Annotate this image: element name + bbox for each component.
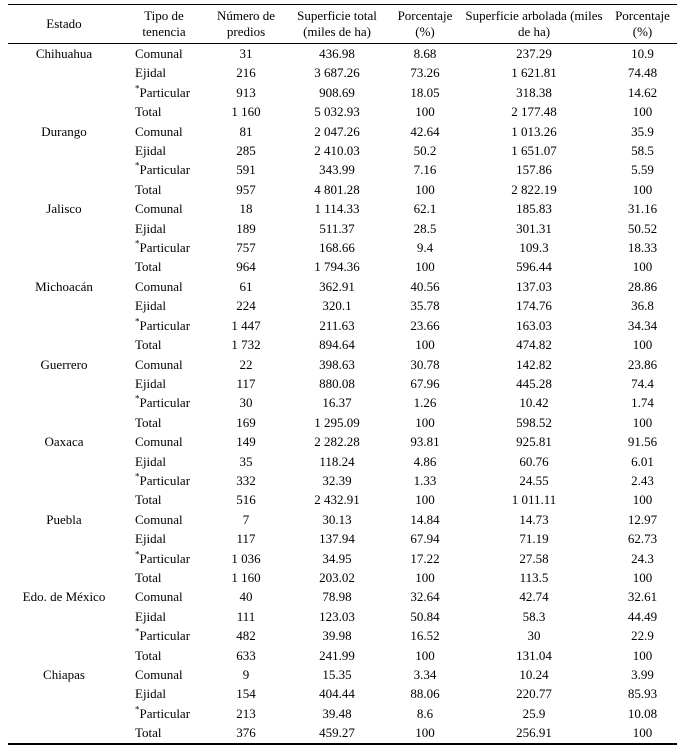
numero-predios-cell: 81 [239,123,253,139]
porcentaje-arbolada-cell: 31.16 [627,201,658,217]
porcentaje-arbolada-cell: 100 [632,181,653,197]
footnote-marker: * [135,161,140,172]
tenencia-cell: *Particular [135,238,191,256]
superficie-arbolada-cell: 185.83 [516,201,552,217]
footnote-marker: * [135,393,140,404]
tenencia-cell: *Particular [135,393,191,411]
tenencia-cell: Total [135,181,162,197]
numero-predios-cell: 957 [236,181,256,197]
porcentaje-arbolada-cell: 10.9 [631,46,654,61]
porcentaje-total-cell: 4.86 [413,453,437,469]
superficie-arbolada-cell: 237.29 [516,46,552,61]
superficie-total-cell: 123.03 [319,608,355,624]
porcentaje-total-cell: 8.6 [416,705,434,721]
table-row [8,432,677,451]
superficie-arbolada-cell: 1 621.81 [511,65,557,81]
porcentaje-arbolada-cell: 44.49 [627,608,658,624]
superficie-total-cell: 404.44 [319,686,355,702]
porcentaje-arbolada-cell: 74.48 [627,65,658,81]
superficie-arbolada-cell: 27.58 [519,550,549,566]
tenencia-cell: Ejidal [135,220,167,236]
superficie-arbolada-cell: 10.24 [519,667,549,682]
superficie-total-cell: 168.66 [319,240,355,256]
tenencia-cell: *Particular [135,626,191,644]
porcentaje-arbolada-cell: 100 [632,414,653,430]
tenencia-cell: Comunal [135,46,183,61]
superficie-arbolada-cell: 220.77 [516,686,552,702]
estado-cell: Chihuahua [35,46,93,61]
porcentaje-arbolada-cell: 100 [632,104,653,120]
estado-cell: Oaxaca [44,434,84,450]
superficie-arbolada-cell: 1 011.11 [511,492,557,508]
porcentaje-total-cell: 100 [415,259,435,275]
porcentaje-arbolada-cell: 28.86 [627,278,658,294]
porcentaje-total-cell: 62.1 [413,201,437,217]
porcentaje-total-cell: 50.84 [410,608,440,624]
footnote-marker: * [135,626,140,637]
estado-cell: Guerrero [40,356,88,372]
footnote-marker: * [135,549,140,560]
superficie-total-cell: 30.13 [322,511,352,527]
porcentaje-total-cell: 40.56 [410,278,440,294]
numero-predios-cell: 35 [239,453,253,469]
numero-predios-cell: 149 [236,434,256,450]
tenure-table [8,4,677,745]
porcentaje-arbolada-cell: 100 [632,492,653,508]
superficie-arbolada-cell: 163.03 [516,317,552,333]
numero-predios-cell: 117 [236,375,256,391]
numero-predios-cell: 913 [236,84,256,100]
tenencia-cell: Total [135,492,162,508]
numero-predios-cell: 31 [239,46,253,61]
table-row [8,199,677,218]
tenencia-cell: Ejidal [135,531,167,547]
porcentaje-total-cell: 1.26 [413,395,437,411]
tenencia-cell: Ejidal [135,686,167,702]
superficie-total-cell: 2 432.91 [314,492,360,508]
porcentaje-arbolada-cell: 1.74 [631,395,654,411]
superficie-arbolada-cell: 137.03 [516,278,552,294]
superficie-arbolada-cell: 142.82 [516,356,552,372]
tenencia-cell: Ejidal [135,453,167,469]
superficie-arbolada-cell: 157.86 [516,162,552,178]
superficie-arbolada-cell: 301.31 [516,220,552,236]
superficie-total-cell: 203.02 [319,569,355,585]
porcentaje-arbolada-cell: 36.8 [631,298,654,314]
porcentaje-total-cell: 14.84 [410,511,440,527]
superficie-arbolada-cell: 60.76 [519,453,549,469]
porcentaje-total-cell: 93.81 [410,434,440,450]
tenencia-cell: Ejidal [135,65,167,81]
numero-predios-cell: 591 [236,162,256,178]
superficie-arbolada-cell: 474.82 [516,337,552,353]
superficie-arbolada-cell: 71.19 [519,531,549,547]
porcentaje-total-cell: 50.2 [413,143,437,159]
superficie-total-cell: 880.08 [319,375,355,391]
table-row [8,587,677,606]
superficie-total-cell: 39.48 [322,705,352,721]
superficie-arbolada-cell: 174.76 [516,298,552,314]
porcentaje-arbolada-cell: 14.62 [627,84,658,100]
tenencia-cell: Ejidal [135,608,167,624]
tenencia-cell: *Particular [135,471,191,488]
numero-predios-cell: 40 [239,589,253,605]
porcentaje-total-cell: 73.26 [410,65,440,81]
estado-cell: Edo. de México [22,589,106,605]
tenencia-cell: Comunal [135,123,183,139]
superficie-arbolada-cell: 25.9 [522,705,546,721]
porcentaje-total-cell: 100 [415,414,435,430]
porcentaje-arbolada-cell: 100 [632,337,653,353]
porcentaje-arbolada-cell: 3.99 [631,667,654,682]
superficie-arbolada-cell: 1 651.07 [511,143,557,159]
col-header-tipo-tenencia: Tipo de tenencia [120,5,208,44]
superficie-total-cell: 908.69 [319,84,355,100]
table-row [8,122,677,141]
tenencia-cell: *Particular [135,704,191,721]
tenencia-cell: Total [135,647,162,663]
porcentaje-total-cell: 8.68 [413,46,437,61]
numero-predios-cell: 1 447 [231,317,261,333]
porcentaje-total-cell: 100 [415,181,435,197]
superficie-total-cell: 436.98 [319,46,355,61]
porcentaje-arbolada-cell: 100 [632,725,653,741]
superficie-arbolada-cell: 24.55 [519,472,549,488]
numero-predios-cell: 61 [239,278,253,294]
tenencia-cell: Comunal [135,356,183,372]
col-header-superficie-total: Superficie total (miles de ha) [284,5,390,44]
superficie-total-cell: 16.37 [322,395,352,411]
porcentaje-total-cell: 9.4 [416,240,434,256]
porcentaje-arbolada-cell: 24.3 [631,550,654,566]
superficie-arbolada-cell: 925.81 [516,434,552,450]
numero-predios-cell: 376 [236,725,256,741]
superficie-arbolada-cell: 113.5 [519,569,549,585]
porcentaje-total-cell: 67.96 [410,375,440,391]
numero-predios-cell: 633 [236,647,256,663]
porcentaje-total-cell: 100 [415,337,435,353]
superficie-total-cell: 894.64 [319,337,355,353]
superficie-arbolada-cell: 1 013.26 [511,123,557,139]
porcentaje-total-cell: 88.06 [410,686,440,702]
tenencia-cell: Ejidal [135,143,167,159]
superficie-total-cell: 2 047.26 [314,123,360,139]
tenencia-cell: Total [135,259,162,275]
numero-predios-cell: 216 [236,65,256,81]
porcentaje-total-cell: 100 [415,104,435,120]
superficie-total-cell: 4 801.28 [314,181,360,197]
porcentaje-total-cell: 35.78 [410,298,440,314]
numero-predios-cell: 964 [236,259,256,275]
tenencia-cell: Comunal [135,511,183,527]
tenencia-cell: Total [135,337,162,353]
superficie-arbolada-cell: 30 [527,628,541,644]
porcentaje-total-cell: 67.94 [410,531,440,547]
tenencia-cell: Total [135,725,162,741]
tenencia-cell: Total [135,414,162,430]
porcentaje-total-cell: 30.78 [410,356,440,372]
table-body [8,44,677,744]
superficie-total-cell: 118.24 [319,453,355,469]
tenencia-cell: *Particular [135,316,191,333]
porcentaje-arbolada-cell: 23.86 [627,356,658,372]
tenencia-cell: Comunal [135,667,183,682]
superficie-total-cell: 241.99 [319,647,355,663]
superficie-total-cell: 78.98 [322,589,352,605]
superficie-arbolada-cell: 596.44 [516,259,552,275]
superficie-arbolada-cell: 10.42 [519,395,549,411]
footnote-marker: * [135,83,140,94]
numero-predios-cell: 169 [236,414,256,430]
numero-predios-cell: 18 [239,201,253,217]
superficie-total-cell: 1 794.36 [314,259,360,275]
superficie-total-cell: 32.39 [322,472,352,488]
superficie-total-cell: 3 687.26 [314,65,360,81]
estado-cell: Puebla [46,511,82,527]
superficie-arbolada-cell: 109.3 [519,240,549,256]
superficie-total-cell: 459.27 [319,725,355,741]
tenencia-cell: Total [135,104,162,120]
table-row [8,510,677,529]
porcentaje-arbolada-cell: 18.33 [627,240,658,256]
porcentaje-arbolada-cell: 50.52 [627,220,658,236]
porcentaje-total-cell: 3.34 [413,667,437,682]
porcentaje-arbolada-cell: 91.56 [627,434,658,450]
superficie-arbolada-cell: 42.74 [519,589,549,605]
numero-predios-cell: 117 [236,531,256,547]
superficie-arbolada-cell: 445.28 [516,375,552,391]
porcentaje-arbolada-cell: 12.97 [627,511,658,527]
porcentaje-total-cell: 18.05 [410,84,440,100]
superficie-arbolada-cell: 598.52 [516,414,552,430]
tenencia-cell: *Particular [135,549,191,566]
estado-cell: Chiapas [43,667,85,682]
numero-predios-cell: 1 732 [231,337,261,353]
header-row [8,5,677,44]
estado-cell: Jalisco [46,201,82,217]
estado-cell: Durango [41,123,87,139]
footnote-marker: * [135,316,140,327]
porcentaje-arbolada-cell: 5.59 [631,162,654,178]
porcentaje-arbolada-cell: 85.93 [627,686,658,702]
superficie-total-cell: 511.37 [319,220,355,236]
superficie-total-cell: 2 282.28 [314,434,360,450]
superficie-arbolada-cell: 256.91 [516,725,552,741]
tenencia-cell: Ejidal [135,298,167,314]
superficie-arbolada-cell: 2 177.48 [511,104,557,120]
numero-predios-cell: 22 [239,356,253,372]
superficie-arbolada-cell: 131.04 [516,647,552,663]
porcentaje-total-cell: 100 [415,492,435,508]
numero-predios-cell: 111 [236,608,256,624]
porcentaje-arbolada-cell: 2.43 [631,472,654,488]
porcentaje-total-cell: 23.66 [410,317,440,333]
numero-predios-cell: 482 [236,628,256,644]
porcentaje-total-cell: 7.16 [413,162,437,178]
porcentaje-total-cell: 100 [415,569,435,585]
superficie-total-cell: 39.98 [322,628,352,644]
col-header-numero-predios: Número de predios [208,5,284,44]
superficie-total-cell: 1 295.09 [314,414,360,430]
superficie-total-cell: 398.63 [319,356,355,372]
estado-cell: Michoacán [35,278,93,294]
superficie-total-cell: 320.1 [322,298,352,314]
porcentaje-arbolada-cell: 10.08 [627,705,658,721]
table-row [8,44,677,64]
tenencia-cell: *Particular [135,161,191,178]
table-row [8,355,677,374]
numero-predios-cell: 224 [236,298,256,314]
tenencia-cell: Comunal [135,201,183,217]
tenencia-cell: *Particular [135,83,191,100]
porcentaje-total-cell: 17.22 [410,550,440,566]
superficie-total-cell: 137.94 [319,531,355,547]
porcentaje-total-cell: 1.33 [413,472,437,488]
superficie-total-cell: 5 032.93 [314,104,360,120]
col-header-superficie-arbolada: Superficie arbolada (miles de ha) [460,5,608,44]
porcentaje-total-cell: 16.52 [410,628,440,644]
superficie-total-cell: 1 114.33 [314,201,360,217]
numero-predios-cell: 1 160 [231,104,261,120]
porcentaje-arbolada-cell: 34.34 [627,317,658,333]
porcentaje-arbolada-cell: 100 [632,647,653,663]
tenencia-cell: Comunal [135,434,183,450]
col-header-porcentaje-arbolada: Porcentaje (%) [608,5,677,44]
porcentaje-arbolada-cell: 74.4 [631,375,654,391]
numero-predios-cell: 9 [242,667,250,682]
numero-predios-cell: 7 [242,511,250,527]
superficie-total-cell: 15.35 [322,667,352,682]
col-header-estado: Estado [8,5,120,44]
tenencia-cell: Ejidal [135,375,167,391]
porcentaje-arbolada-cell: 58.5 [631,143,654,159]
footnote-marker: * [135,704,140,715]
porcentaje-total-cell: 100 [415,647,435,663]
porcentaje-arbolada-cell: 6.01 [631,453,654,469]
table-header [8,5,677,44]
numero-predios-cell: 757 [236,240,256,256]
tenencia-cell: Comunal [135,278,183,294]
porcentaje-total-cell: 100 [415,725,435,741]
porcentaje-arbolada-cell: 100 [632,259,653,275]
tenencia-cell: Total [135,569,162,585]
porcentaje-arbolada-cell: 62.73 [627,531,658,547]
numero-predios-cell: 213 [236,705,256,721]
numero-predios-cell: 285 [236,143,256,159]
porcentaje-arbolada-cell: 22.9 [631,628,654,644]
superficie-arbolada-cell: 58.3 [522,608,546,624]
porcentaje-total-cell: 42.64 [410,123,440,139]
superficie-arbolada-cell: 14.73 [519,511,549,527]
col-header-porcentaje-total: Porcentaje (%) [390,5,460,44]
numero-predios-cell: 154 [236,686,256,702]
porcentaje-total-cell: 28.5 [413,220,437,236]
table-row [8,277,677,296]
footnote-marker: * [135,238,140,249]
tenencia-cell: Comunal [135,589,183,605]
porcentaje-arbolada-cell: 35.9 [631,123,654,139]
footnote-marker: * [135,471,140,482]
numero-predios-cell: 189 [236,220,256,236]
superficie-total-cell: 343.99 [319,162,355,178]
superficie-total-cell: 34.95 [322,550,352,566]
porcentaje-total-cell: 32.64 [410,589,440,605]
porcentaje-arbolada-cell: 32.61 [627,589,658,605]
porcentaje-arbolada-cell: 100 [632,569,653,585]
numero-predios-cell: 516 [236,492,256,508]
numero-predios-cell: 1 160 [231,569,261,585]
table-row [8,665,677,684]
superficie-arbolada-cell: 2 822.19 [511,181,557,197]
numero-predios-cell: 30 [239,395,253,411]
superficie-total-cell: 362.91 [319,278,355,294]
superficie-total-cell: 211.63 [319,317,355,333]
superficie-arbolada-cell: 318.38 [516,84,552,100]
superficie-total-cell: 2 410.03 [314,143,360,159]
numero-predios-cell: 1 036 [231,550,261,566]
numero-predios-cell: 332 [236,472,256,488]
